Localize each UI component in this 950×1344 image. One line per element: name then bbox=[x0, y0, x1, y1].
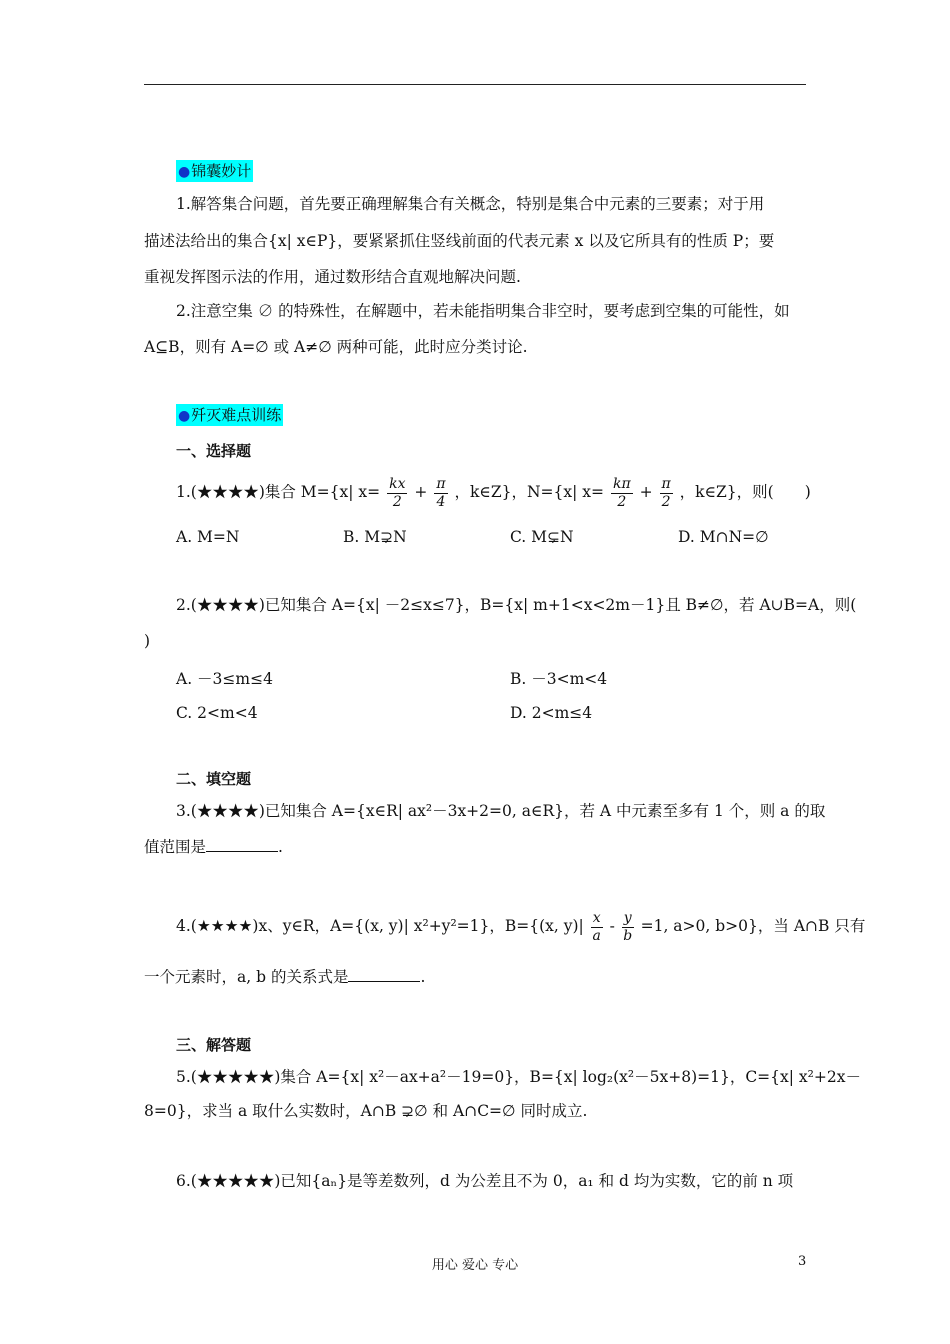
fraction bbox=[591, 910, 603, 945]
section-title: 锦囊妙计 bbox=[191, 162, 252, 180]
fraction-num: kπ bbox=[612, 475, 631, 492]
page-footer: 用心 爱心 专心 bbox=[431, 1258, 519, 1273]
fraction-num: π bbox=[661, 475, 671, 492]
question-1 bbox=[176, 472, 811, 512]
question-6-line1: 6.(★★★★★)已知{aₙ}是等差数列，d 为公差且不为 0，a₁ 和 d 均为实数，它的前 n 项 bbox=[176, 1172, 794, 1190]
tips-p2-line2: A⊆B，则有 A=∅ 或 A≠∅ 两种可能，此时应分类讨论. bbox=[144, 338, 528, 356]
fraction bbox=[434, 476, 447, 511]
q4-text: 一个元素时，a, b 的关系式是 bbox=[144, 968, 349, 986]
fraction-den: a bbox=[592, 927, 601, 944]
q1-text-pre: 1.(★★★★)集合 M={x| x= bbox=[176, 483, 381, 501]
fraction bbox=[387, 476, 407, 511]
minus-sign: - bbox=[609, 917, 615, 935]
fraction-den: 4 bbox=[436, 493, 446, 510]
q2-option-b: B. －3<m<4 bbox=[510, 670, 608, 688]
fraction-den: 2 bbox=[617, 493, 627, 510]
q1-text-mid: ，k∈Z}，N={x| x= bbox=[454, 483, 605, 501]
q1-option-b: B. M⊋N bbox=[343, 528, 407, 546]
header-rule bbox=[144, 84, 806, 85]
q2-option-c: C. 2<m<4 bbox=[176, 704, 258, 722]
fraction-num: y bbox=[623, 909, 632, 926]
section-tag-tips bbox=[176, 160, 253, 182]
fraction-num: x bbox=[592, 909, 601, 926]
q1-option-d: D. M∩N=∅ bbox=[678, 528, 769, 546]
tips-p2-line1: 2.注意空集 ∅ 的特殊性，在解题中，若未能指明集合非空时，要考虑到空集的可能性，如 bbox=[176, 302, 790, 320]
period: . bbox=[420, 968, 426, 986]
period: . bbox=[278, 838, 283, 856]
fraction-den: b bbox=[623, 927, 633, 944]
question-3-line2 bbox=[144, 836, 283, 858]
page-number: 3 bbox=[798, 1254, 807, 1269]
fraction bbox=[660, 476, 673, 511]
heading-solve: 三、解答题 bbox=[176, 1036, 252, 1054]
question-5-line1: 5.(★★★★★)集合 A={x| x²－ax+a²－19=0}，B={x| log₂(x²－5x+8)=1}，C={x| x²+2x－ bbox=[176, 1068, 861, 1086]
q2-option-d: D. 2<m≤4 bbox=[510, 704, 593, 722]
fraction bbox=[622, 910, 634, 945]
answer-blank[interactable] bbox=[348, 966, 420, 982]
section-tag-training bbox=[176, 404, 283, 426]
section-title: 歼灭难点训练 bbox=[191, 406, 282, 424]
fraction-num: kx bbox=[389, 475, 406, 492]
q1-option-c: C. M⊊N bbox=[510, 528, 574, 546]
q1-option-a: A. M=N bbox=[176, 528, 240, 546]
q4-text-post: =1, a>0, b>0}，当 A∩B 只有 bbox=[640, 917, 866, 935]
heading-choice: 一、选择题 bbox=[176, 442, 252, 460]
question-4-line2 bbox=[144, 966, 425, 988]
question-4-line1 bbox=[176, 906, 865, 946]
heading-fill: 二、填空题 bbox=[176, 770, 252, 788]
tips-p1-line2: 描述法给出的集合{x| x∈P}，要紧紧抓住竖线前面的代表元素 x 以及它所具有的性质 P；要 bbox=[144, 232, 775, 250]
tips-p1-line1: 1.解答集合问题，首先要正确理解集合有关概念，特别是集合中元素的三要素；对于用 bbox=[176, 195, 765, 213]
q4-text-pre: 4.(★★★★)x、y∈R，A={(x, y)| x²+y²=1}，B={(x, y)| bbox=[176, 917, 584, 935]
question-5-line2: 8=0}，求当 a 取什么实数时，A∩B ⊋∅ 和 A∩C=∅ 同时成立. bbox=[144, 1102, 588, 1120]
bullet-dot-icon: ● bbox=[178, 164, 191, 180]
fraction-den: 2 bbox=[392, 493, 402, 510]
question-2-line2: ) bbox=[144, 632, 151, 650]
answer-blank[interactable] bbox=[206, 836, 278, 852]
q2-option-a: A. －3≤m≤4 bbox=[176, 670, 273, 688]
fraction-num: π bbox=[436, 475, 446, 492]
fraction-den: 2 bbox=[661, 493, 671, 510]
plus-sign: + bbox=[639, 483, 653, 501]
q3-text: 值范围是 bbox=[144, 838, 207, 856]
bullet-dot-icon: ● bbox=[178, 408, 191, 424]
question-2-line1: 2.(★★★★)已知集合 A={x| －2≤x≤7}，B={x| m+1<x<2m－1}且 B≠∅，若 A∪B=A，则( bbox=[176, 596, 857, 614]
q1-text-post: ，k∈Z}，则( ) bbox=[679, 483, 811, 501]
question-3-line1: 3.(★★★★)已知集合 A={x∈R| ax²－3x+2=0, a∈R}，若 A 中元素至多有 1 个，则 a 的取 bbox=[176, 802, 826, 820]
tips-p1-line3: 重视发挥图示法的作用，通过数形结合直观地解决问题. bbox=[144, 268, 521, 286]
plus-sign: + bbox=[414, 483, 428, 501]
fraction bbox=[611, 476, 633, 511]
